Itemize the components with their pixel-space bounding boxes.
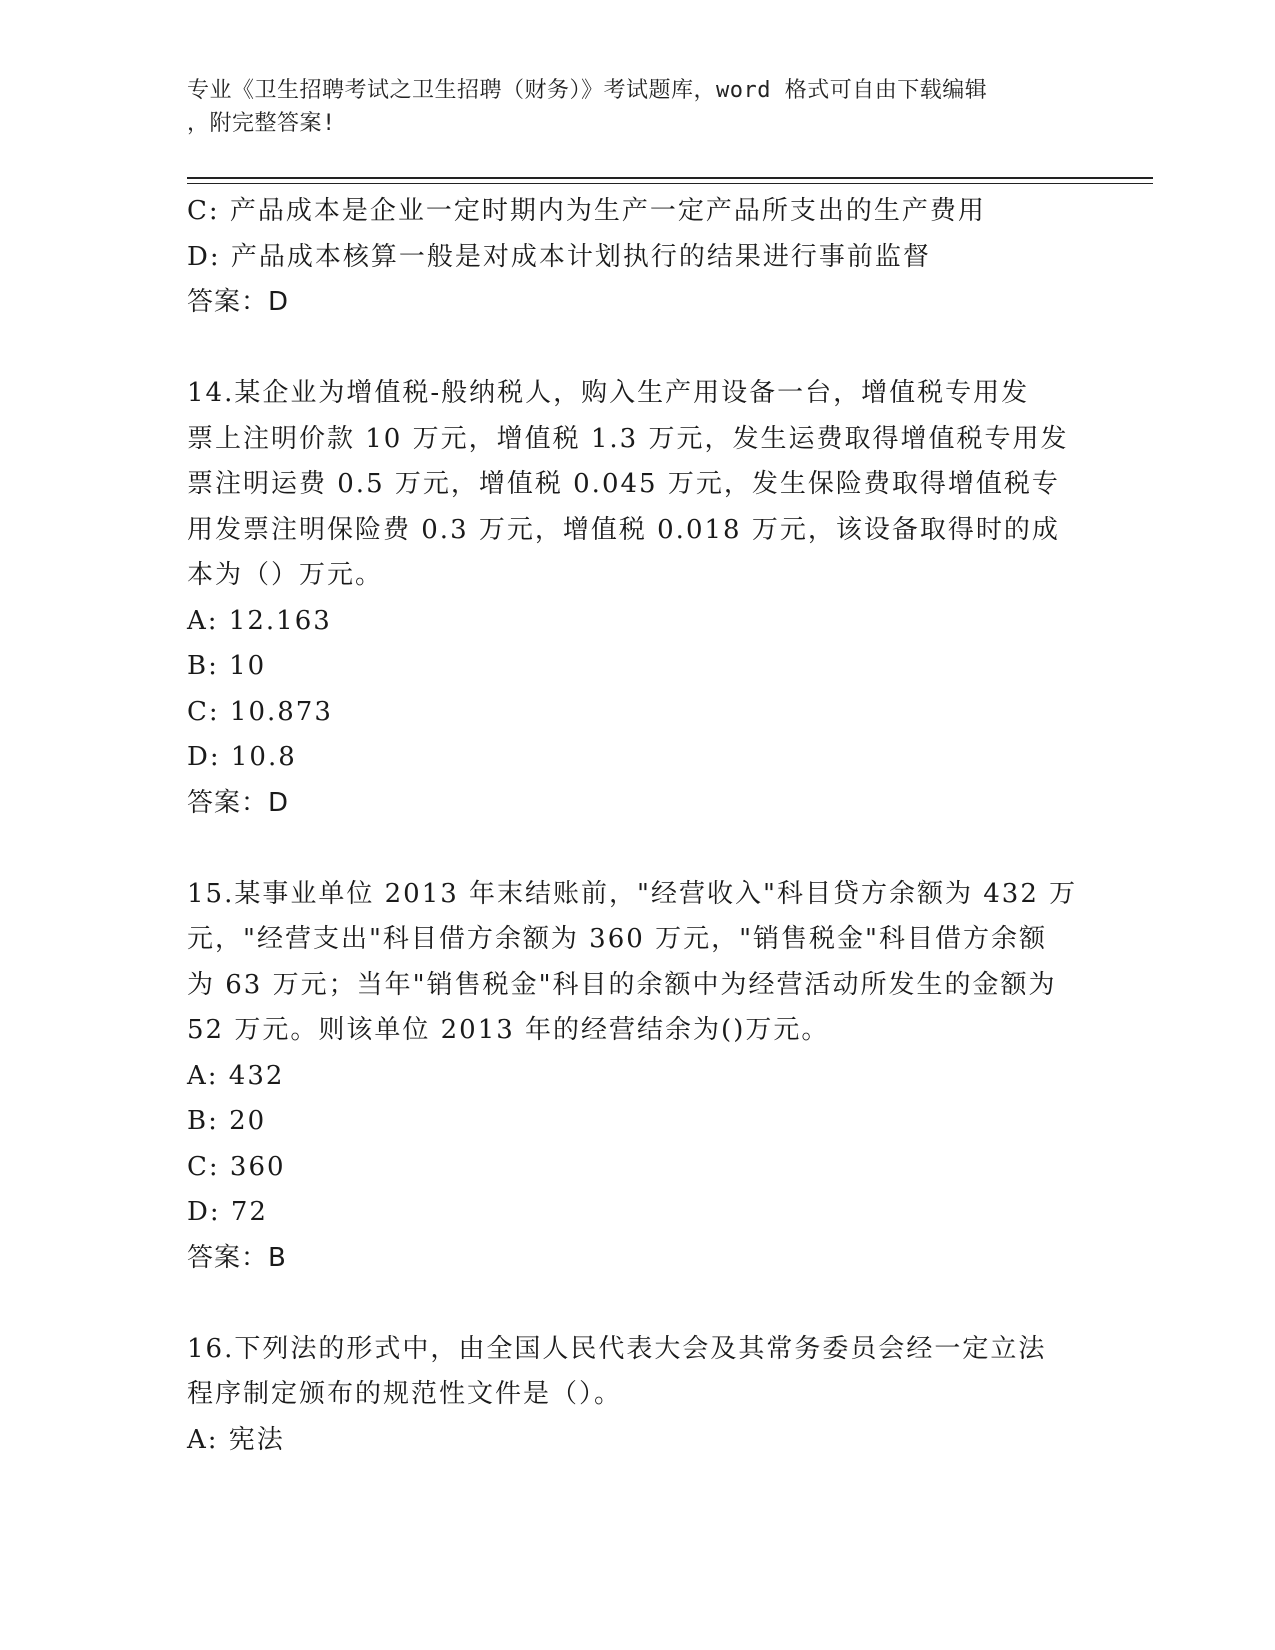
question-stem-line: 票上注明价款 10 万元，增值税 1.3 万元，发生运费取得增值税专用发: [187, 423, 1069, 454]
question-stem-line: 16.下列法的形式中，由全国人民代表大会及其常务委员会经一定立法: [187, 1333, 1047, 1364]
question-stem-line: 52 万元。则该单位 2013 年的经营结余为()万元。: [187, 1015, 830, 1045]
question-stem-line: 票注明运费 0.5 万元，增值税 0.045 万元，发生保险费取得增值税专: [187, 469, 1060, 499]
header-divider-thick: [187, 177, 1153, 179]
option-c: C: 10.873: [187, 696, 333, 727]
option-d: D: 10.8: [187, 742, 297, 772]
question-15: [187, 872, 1087, 1282]
question-stem-line: 元，"经营支出"科目借方余额为 360 万元，"销售税金"科目借方余额: [187, 924, 1047, 954]
question-stem-line: 15.某事业单位 2013 年末结账前，"经营收入"科目贷方余额为 432 万: [187, 878, 1078, 909]
question-stem-line: 14.某企业为增值税-般纳税人，购入生产用设备一台，增值税专用发: [187, 378, 1030, 408]
question-stem-line: 本为（）万元。: [187, 560, 384, 590]
answer-line: 答案：D: [187, 287, 290, 317]
option-c: C: 产品成本是企业一定时期内为生产一定产品所支出的生产费用: [187, 196, 986, 226]
spacer: [187, 826, 1087, 872]
question-16: [187, 1327, 1087, 1464]
document-header: [187, 74, 1067, 140]
spacer: [187, 1281, 1087, 1327]
question-stem-line: 为 63 万元；当年"销售税金"科目的余额中为经营活动所发生的金额为: [187, 969, 1057, 1000]
option-a: A: 432: [187, 1060, 285, 1091]
spacer: [187, 326, 1087, 372]
header-line-2: ，附完整答案!: [187, 111, 336, 136]
question-14: [187, 371, 1087, 826]
question-stem-line: 用发票注明保险费 0.3 万元，增值税 0.018 万元，该设备取得时的成: [187, 514, 1060, 545]
question-13-tail: [187, 189, 1087, 326]
answer-line: 答案：B: [187, 1242, 287, 1273]
header-divider-thin: [187, 183, 1153, 184]
question-content: [187, 189, 1087, 1463]
option-b: B: 20: [187, 1106, 267, 1136]
answer-line: 答案：D: [187, 787, 290, 818]
header-line-1: 专业《卫生招聘考试之卫生招聘（财务）》考试题库，word 格式可自由下载编辑: [187, 78, 988, 103]
option-d: D: 产品成本核算一般是对成本计划执行的结果进行事前监督: [187, 241, 931, 272]
option-b: B: 10: [187, 651, 267, 681]
option-a: A: 宪法: [187, 1424, 285, 1455]
option-d: D: 72: [187, 1197, 268, 1227]
option-c: C: 360: [187, 1151, 286, 1182]
option-a: A: 12.163: [187, 605, 332, 636]
question-stem-line: 程序制定颁布的规范性文件是（）。: [187, 1379, 623, 1409]
